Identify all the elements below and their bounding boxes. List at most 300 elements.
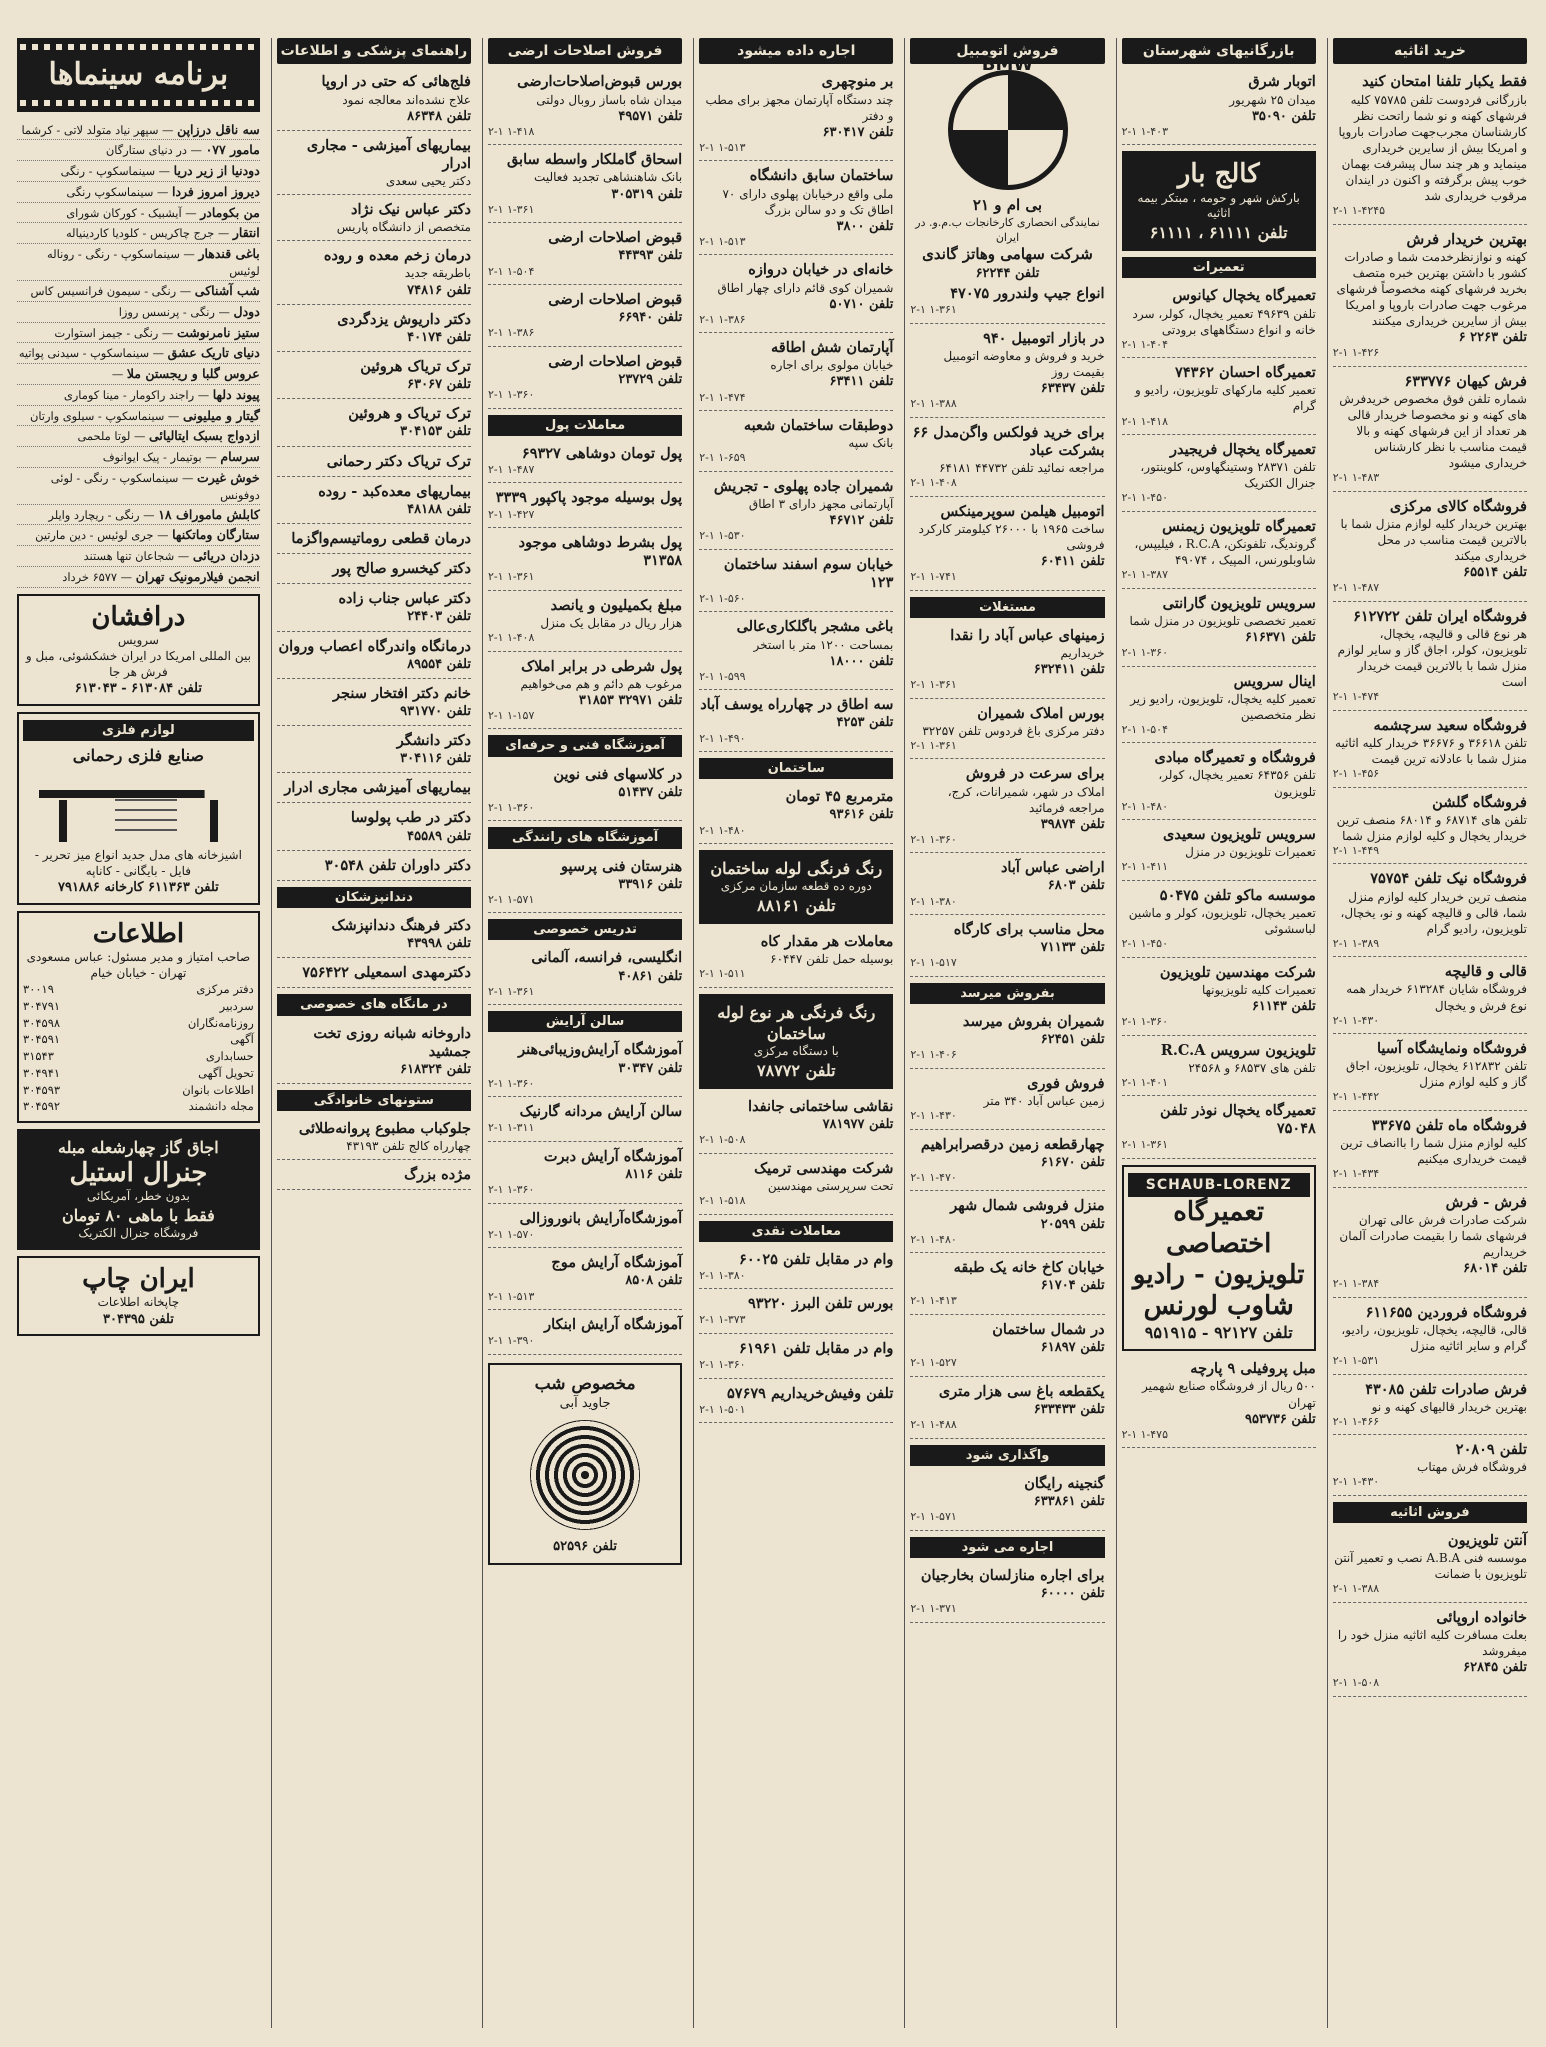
ad-list (277, 914, 471, 988)
ad-body: بمساحت ۱۲۰۰ متر با استخر (753, 637, 894, 652)
ad-code: ۲-۱ ۱-۴۷۰ (910, 1170, 957, 1184)
ad-title: فرش صادرات تلفن ۴۳۰۸۵ (1365, 1380, 1527, 1398)
ad-code: ۲-۱ ۱-۳۷۱ (910, 1601, 957, 1615)
cinema-entry: انتقار — جرج چاکریس - کلودیا کاردینیاله (17, 223, 260, 244)
classified-ad (910, 500, 1104, 591)
ad-title: فقط یکبار تلفنا امتحان کنید (1362, 73, 1527, 91)
section-header: فروش اثاثیه (1333, 1502, 1527, 1523)
ad-title: بی ام و ۲۱ (972, 196, 1043, 215)
ad-title: باغی مشجر باگلکاری‌عالی (736, 618, 894, 636)
classified-ad (488, 350, 682, 409)
ad-list (910, 624, 1104, 977)
ad-title: شمیران جاده پهلوی - تجریش (713, 477, 894, 495)
ad-title: نقاشی ساختمانی جانفدا (748, 1098, 894, 1116)
ad-title: رنگ فرنگی لوله ساختمان (710, 859, 883, 879)
ad-phone: تلفن ۴۶۷۱۲ (829, 513, 894, 529)
cinema-info: در دنیای ستارگان (105, 143, 187, 158)
ad-code: ۲-۱ ۱-۴۰۸ (910, 476, 957, 490)
ad-code: ۲-۱ ۱-۵۷۱ (487, 892, 535, 906)
cinema-info: آیشبیک - کورکان شورای (66, 205, 182, 220)
classified-ad (277, 729, 471, 773)
ad-body: تلفن ۶۱۲۸۳۲ یخچال، تلویزیون، اجاق گاز و کلیه لوازم منزل (1346, 1059, 1527, 1090)
owner-line: صاحب امتیاز و مدیر مسئول: عباس مسعودی (26, 949, 251, 964)
ad-code: ۲-۱ ۱-۵۳۰ (699, 529, 746, 543)
ad-title: بهترین خریدار فرش (1406, 230, 1527, 248)
ad-phone: تلفن ۶۵۵۱۴ (1463, 565, 1527, 581)
ad-phone: تلفن ۲۴۴۰۳ (407, 609, 471, 625)
classified-ad (1333, 1606, 1527, 1697)
ad-title: فروشگاه ایران تلفن ۶۱۲۷۲۲ (1353, 607, 1527, 625)
ad-phone: تلفن ۳۹۸۷۴ (1040, 816, 1105, 832)
ad-title: خیابان سوم اسفند ساختمان ۱۲۳ (723, 555, 894, 591)
cinema-entry: دیروز امروز فردا — سینماسکوپ رنگی (17, 182, 260, 203)
ad-code: ۲-۱ ۱-۴۷۴ (1332, 690, 1380, 704)
ad-title: وام در مقابل تلفن ۶۰۰۲۵ (739, 1250, 894, 1268)
cinema-title: کابلش ماموراف ۱۸ (158, 506, 260, 522)
classified-ad (277, 682, 471, 726)
ad-body: هر نوع قالی و قالیچه، یخچال، تلویزیون، کولر، اجاق گاز و سایر لوازم منزل شما با بالاترین قیمت خریدار است (1337, 627, 1527, 690)
contact-label: تحویل آگهی (198, 1065, 254, 1080)
contact-row (23, 1098, 254, 1115)
ad-list (699, 785, 893, 844)
cinema-entry: دزدان دریائی — شجاعان تنها هستند (17, 546, 260, 567)
classified-ad (699, 693, 893, 752)
classified-ad (488, 1313, 682, 1355)
ad-phone: تلفن ۷۸۷۷۲ (757, 1060, 836, 1080)
ad-title: دکتر کیخسرو صالح پور (332, 560, 471, 578)
cinema-list (17, 120, 260, 588)
ad-title: قبوض اصلاحات ارضی (548, 291, 683, 309)
ad-brand-fa: شاوب لورنس (1143, 1291, 1294, 1322)
contact-label: اطلاعات بانوان (182, 1082, 254, 1097)
section-header: بازرگانیهای شهرستان (1122, 38, 1316, 64)
ad-title: معاملات هر مقدار کاه (760, 933, 894, 951)
ad-body: بهترین خریدار قالیهای کهنه و نو (1371, 1399, 1527, 1414)
ad-list (699, 930, 893, 988)
section-header: دندانپزشکان (277, 887, 471, 908)
cinema-info: سینماسکوپ رنگی (66, 184, 154, 199)
ad-phone: تلفن ۶۱۷۰۴ (1040, 1278, 1105, 1294)
cinema-info: رنگی - ریچارد وایلر (48, 507, 140, 522)
ad-body: اشیزخانه های مدل جدید انواع میز تحریر - فایل - بایگانی - کاناپه (34, 847, 242, 878)
cinema-title: عروس گلبا و ریجستن ملا (126, 366, 260, 382)
classified-ad (699, 1095, 893, 1154)
ad-title: مبلغ بکمیلیون و یانصد (550, 596, 683, 614)
ad-phone: تلفن ۳۵۰۹۰ (1251, 108, 1316, 124)
classified-ad (1122, 438, 1316, 512)
classified-ad (910, 1380, 1104, 1439)
contact-label: حسابداری (205, 1049, 254, 1064)
ad-phone: تلفن ۶۳۴۱۱ (829, 374, 894, 390)
classified-ad (488, 594, 682, 652)
classified-ad (699, 1337, 893, 1379)
cinema-info: لوتا ملحمی (77, 429, 131, 444)
ad-title: فروشگاه فروردین ۶۱۱۶۵۵ (1365, 1303, 1527, 1321)
masthead-box (17, 911, 260, 1123)
contact-phone: ۳۰۰۱۹ (23, 982, 54, 997)
ad-title: بورس قبوض‌اصلاحات‌ارضی (517, 73, 683, 91)
column-medical (271, 38, 476, 2028)
ad-title: قبوض اصلاحات ارضی (548, 229, 683, 247)
cinema-info: سینماسکوپ - سیدنی پواتیه (18, 346, 149, 361)
ad-body: تعمیر کلیه یخچال، تلویزیون، رادیو زیر نظر متخصصین (1130, 691, 1316, 722)
ad-title: ایران چاپ (82, 1263, 195, 1294)
ad-phone: تلفن ۶۳۳۴۳۳ (1033, 1401, 1105, 1417)
ad-phone: تلفن ۷۱۱۳۳ (1040, 940, 1105, 956)
ad-phone: تلفن ۸۹۵۵۴ (407, 656, 471, 672)
ad-code: ۲-۱ ۱-۴۸۷ (487, 462, 535, 476)
classified-ad (1122, 284, 1316, 358)
ad-code: ۲-۱ ۱-۵۶۰ (699, 591, 746, 605)
classified-ad (1333, 1114, 1527, 1188)
ad-title: پول بشرط دوشاهی موجود ۳۱۳۵۸ (518, 534, 683, 570)
ad-phone: تلفن ۶۳۴۳۷ (1040, 381, 1105, 397)
ad-title: برای خرید فولکس واگن‌مدل ۶۶ بشرکت عباد (912, 423, 1105, 459)
column-cars-realestate (904, 38, 1109, 2028)
ad-code: ۲-۱ ۱-۵۰۸ (699, 1133, 746, 1147)
cinema-entry: دودل — رنگی - پرنسس روزا (17, 302, 260, 323)
classified-ad (277, 914, 471, 958)
ad-title: شمیران بفروش میرسد (962, 1013, 1105, 1031)
ad-list (488, 946, 682, 1005)
contact-row (23, 1048, 254, 1065)
ad-title: مخصوص شب (534, 1373, 636, 1394)
ad-code: ۲-۱ ۱-۵۰۱ (699, 1402, 746, 1416)
ad-code: ۲-۱ ۱-۷۴۱ (910, 570, 957, 584)
bmw-badge: BMW (981, 54, 1034, 76)
ad-code: ۲-۱ ۱-۴۱۸ (487, 124, 535, 138)
cinema-title: سه ناقل درزاپن (177, 121, 260, 137)
ad-title: دکتر عباس جناب زاده (338, 590, 471, 608)
ad-body: علاج نشده‌اند معالجه نمود (342, 92, 471, 107)
ad-title: درمان قطعی روماتیسم‌واگزما (291, 529, 471, 547)
ad-body: موسسه فنی A.B.A نصب و تعمیر آنتن تلویزیون با ضمانت (1334, 1551, 1527, 1582)
ad-phone: تلفن ۳۰۴۱۵۳ (400, 424, 471, 440)
ad-list (699, 1095, 893, 1215)
ad-code: ۲-۱ ۱-۴۴۲ (1332, 1090, 1380, 1104)
column-cinema (12, 38, 265, 2028)
classified-ad (910, 1194, 1104, 1253)
ad-code: ۲-۱ ۱-۵۱۷ (910, 956, 957, 970)
ettelaat-logo: اطلاعات (92, 918, 185, 949)
cinema-info: سینماسکوپ - رنگی (60, 164, 156, 179)
ad-phone: تلفن ۶۱۶۷۰ (1040, 1154, 1105, 1170)
ad-body: تعمیرات تلویزیون در منزل (1185, 845, 1316, 860)
ad-body: تلفن ۴۹۶۳۹ تعمیر یخچال، کولر، سرد خانه و انواع دستگاههای برودتی (1132, 306, 1316, 337)
classified-ad (1333, 495, 1527, 602)
film-strip-icon (20, 100, 257, 106)
paint-ad (699, 994, 893, 1089)
classified-ad (910, 421, 1104, 497)
ad-list (277, 70, 471, 880)
ad-list (1333, 1529, 1527, 1697)
ad-phone: تلفن ۷۸۱۹۷۷ (822, 1117, 894, 1133)
brand-logo: SCHAUB-LORENZ (1128, 1173, 1310, 1197)
section-header: راهنمای پزشکی و اطلاعات (277, 38, 471, 64)
ad-body: کلیه لوازم منزل شما را باانصاف ترین قیمت خریداری میکنیم (1340, 1136, 1527, 1167)
ad-body: میدان شاه باساز روبال دولتی (536, 92, 683, 107)
ad-body: باطریقه جدید (404, 266, 471, 281)
ad-title: شرکت مهندسی ترمیک (754, 1159, 894, 1177)
ad-body: با دستگاه مرکزی (753, 1044, 839, 1059)
ad-code: ۲-۱ ۱-۳۶۰ (1121, 1014, 1168, 1028)
classified-ad (277, 1022, 471, 1084)
ad-body: خیابان مولوی برای اجاره (770, 358, 894, 373)
ad-phone: تلفن ۴۰۱۷۴ (407, 329, 471, 345)
contact-phone: ۳۰۴۵۹۱ (23, 1032, 61, 1047)
ad-body: بازرگانی فردوست تلفن ۷۵۷۸۵ کلیه فرشهای کهنه و نو شما راتحت نظر کارشناسان مجرب‌جهت صادرات باروپا و امریکا بیش از سایرین خریداری مینماید و هر چند سال پیشرفت بهمان خوب پیش برگرفته و اکنون در ایندان مرقوب خریداری شد (1338, 92, 1527, 204)
ad-body: بین المللی امریکا در ایران خشکشوئی، مبل و فرش هر جا (25, 648, 251, 679)
classified-ad (1333, 228, 1527, 367)
cinema-info: رنگی - جیمز استوارت (54, 325, 159, 340)
ad-code: ۲-۱ ۱-۳۸۸ (910, 397, 957, 411)
contact-phone: ۳۰۴۵۹۲ (23, 1099, 61, 1114)
ad-code: ۲-۱ ۱-۴۵۰ (1121, 937, 1168, 951)
section-header: واگذاری شود (910, 1445, 1104, 1466)
classified-ad (277, 557, 471, 584)
ad-phone: تلفن ۳۰۵۳۱۹ (611, 186, 683, 202)
ad-phone: تلفن ۹۳۱۷۷۰ (400, 703, 471, 719)
ad-code: ۲-۱ ۱-۳۶۰ (487, 1076, 535, 1090)
classified-ad (699, 164, 893, 255)
cinema-entry: عروس گلبا و ریجستن ملا — (17, 364, 260, 385)
ad-title: دوطبقات ساختمان شعبه (743, 417, 894, 435)
ad-title: آموزشگاه‌آرایش بانوروزالی (519, 1209, 683, 1227)
classified-ad (1333, 1301, 1527, 1375)
ad-phone: تلفن ۳۰۴۱۱۶ (400, 751, 471, 767)
cinema-info: بوتیمار - پیک ایوانوف (102, 450, 202, 465)
cinema-title: دزدان دریائی (192, 548, 260, 564)
classified-ad (910, 1564, 1104, 1623)
ad-title: دکتر دانشگر (396, 732, 471, 750)
ad-phone: تلفن ۹۳۶۱۶ (829, 807, 894, 823)
cinema-entry: سرسام — بوتیمار - پیک ایوانوف (17, 447, 260, 468)
classified-ad (277, 450, 471, 477)
cinema-entry: شب آشناکی — رنگی - سیمون فرانسیس کاس (17, 281, 260, 302)
column-land-money (482, 38, 687, 2028)
ad-title: بیماریهای معده‌کبد - روده (318, 482, 471, 500)
classified-ad (277, 70, 471, 130)
ad-phone: تلفن ۸۵۰۸ (625, 1273, 683, 1289)
ad-list (488, 1038, 682, 1354)
ad-title: قبوض اصلاحات ارضی (548, 352, 683, 370)
classified-ad (1122, 823, 1316, 881)
ad-code: ۲-۱ ۱-۴۰۶ (910, 1048, 957, 1062)
ad-code: ۲-۱ ۱-۴۸۰ (910, 1232, 957, 1246)
classified-ad (910, 1318, 1104, 1377)
classified-ad (488, 288, 682, 347)
ad-code: ۲-۱ ۱-۳۶۰ (487, 1183, 535, 1197)
contact-list (23, 981, 254, 1114)
cinema-title: شب آشناکی (194, 283, 260, 299)
classified-ad (1333, 1191, 1527, 1298)
ad-phone: تلفن ۳۰۴۳۹۵ (102, 1311, 174, 1327)
ad-code: ۲-۱ ۱-۵۷۱ (910, 1510, 957, 1524)
special-ad (488, 1363, 682, 1566)
ad-code: ۲-۱ ۱-۴۳۰ (1332, 1013, 1380, 1027)
ad-body: جاوید آبی (559, 1396, 611, 1412)
ad-title: آنتن تلویزیون (1447, 1532, 1527, 1550)
ad-title: خیابان کاخ خانه یک طبقه (953, 1259, 1105, 1277)
classified-ad (699, 785, 893, 844)
cinema-title: دودل (233, 303, 260, 319)
contact-row (23, 1082, 254, 1099)
ad-title: گنجینه رایگان (1024, 1474, 1105, 1492)
contact-phone: ۳۰۴۹۴۱ (23, 1065, 61, 1080)
ad-code: ۲-۱ ۱-۶۵۹ (699, 451, 746, 465)
ad-code: ۲-۱ ۱-۵۱۱ (699, 967, 746, 981)
ad-code: ۲-۱ ۱-۴۸۸ (910, 1418, 957, 1432)
ad-title: فروشگاه کالای مرکزی (1389, 497, 1527, 515)
ad-code: ۲-۱ ۱-۳۶۰ (910, 832, 957, 846)
cinema-title: خوش غیرت (197, 469, 260, 485)
column-services (1116, 38, 1321, 2028)
classified-ad (1122, 670, 1316, 744)
ad-code: ۲-۱ ۱-۴۱۱ (1121, 860, 1168, 874)
cinema-title: سرسام (220, 449, 260, 465)
ad-code: ۲-۱ ۱-۳۷۳ (699, 1313, 746, 1327)
ad-phone: تلفن ۶۰۴۱۱ (1040, 553, 1105, 569)
ad-code: ۲-۱ ۱-۴۵۰ (1121, 491, 1168, 505)
ad-title: هنرستان فنی پرسپو (561, 857, 683, 875)
ad-phone: تلفن ۴۴۳۹۳ (618, 248, 683, 264)
ad-code: ۲-۱ ۱-۴۳۰ (910, 1109, 957, 1123)
ad-list (910, 1472, 1104, 1531)
classified-ad (277, 961, 471, 988)
ad-code: ۲-۱ ۱-۴۰۳ (1121, 124, 1168, 138)
ad-code: ۲-۱ ۱-۳۹۰ (487, 1334, 535, 1348)
classified-ad (1333, 70, 1527, 224)
ad-code: ۲-۱ ۱-۳۶۰ (1121, 646, 1168, 659)
ad-title: درمانگاه واندرگاه اعصاب وروان (278, 637, 471, 655)
bmw-ad (910, 196, 1104, 282)
ad-title: داروخانه شبانه روزی تخت جمشید (313, 1024, 471, 1060)
ad-title: جلوکباب مطبوع پروانه‌طلائی (298, 1120, 471, 1138)
cinema-info: راجند راکومار - مینا کوماری (63, 387, 195, 402)
cinema-title: ازدواج بسبک ایتالیائی (149, 428, 260, 444)
ad-list (699, 1248, 893, 1424)
ad-title: فروشگاه ماه تلفن ۳۳۶۷۵ (1371, 1116, 1527, 1134)
ad-title: ترک تریاک دکتر رحمانی (326, 452, 471, 470)
ad-code: ۲-۱ ۱-۳۶۱ (910, 678, 957, 692)
cinema-entry: ستیز نامرنوشت — رنگی - جیمز استوارت (17, 323, 260, 344)
ad-name: صنایع فلزی رحمانی (72, 745, 205, 765)
ad-body: خریداریم (1060, 645, 1105, 660)
ad-title: فروشگاه سعید سرچشمه (1373, 716, 1527, 734)
ad-code: ۲-۱ ۱-۴۰۸ (487, 631, 535, 645)
ad-phone: تلفن ۸۱۱۶ (625, 1166, 683, 1182)
ad-body: بارکش شهر و حومه ، مبتکر بیمه اثاثیه (1137, 190, 1300, 221)
ad-title: یکقطعه باغ سی هزار متری (938, 1382, 1105, 1400)
classified-ad (1333, 1529, 1527, 1603)
classified-ad (277, 806, 471, 850)
ad-title: پول شرطی در برابر املاک (521, 657, 683, 675)
ad-title: فروشگاه گلشن (1432, 793, 1527, 811)
ad-title: بورس املاک شمیران (977, 704, 1105, 722)
ad-title: تعمیرگاه اختصاصی (1166, 1197, 1272, 1259)
ad-body: مراجعه نمائید تلفن ۴۴۷۳۲ ۶۴۱۸۱ (939, 461, 1105, 476)
classified-ad (277, 480, 471, 524)
cinema-info: جری لوئیس - دین مارتین (35, 528, 154, 543)
ad-title: شرکت مهندسین تلویزیون (1159, 963, 1316, 981)
ad-code: ۲-۱ ۱-۵۰۴ (487, 264, 535, 278)
ad-body: مرغوب هم دائم و هم می‌خواهیم (520, 676, 683, 691)
ad-phone: تلفن ۶۱۱۱۱ ، ۶۱۱۱۱ (1149, 223, 1288, 243)
ad-title: ترک تریاک و هروئین (348, 405, 471, 423)
contact-row (23, 998, 254, 1015)
ad-body: ۵۰۰ ریال از فروشگاه صنایع شهمیر تهران (1142, 1379, 1316, 1410)
bmw-logo-icon (948, 54, 1068, 190)
classified-ad (1122, 592, 1316, 667)
cinema-info: رنگی - سیمون فرانسیس کاس (30, 284, 177, 299)
ad-title: موسسه ماکو تلفن ۵۰۴۷۵ (1159, 886, 1316, 904)
ad-title: منزل فروشی شمال شهر (950, 1197, 1105, 1215)
ad-code: ۲-۱ ۱-۵۰۸ (1332, 1676, 1380, 1690)
classified-ad (699, 258, 893, 333)
cinema-entry: گیتار و میلیونی — سینماسکوپ - سیلوی وارتان (17, 406, 260, 427)
ad-phone: تلفن ۱۸۰۰۰ (829, 653, 894, 669)
ad-code: ۲-۱ ۱-۴۰۴ (1121, 337, 1168, 351)
contact-label: روزنامه‌نگاران (187, 1015, 254, 1030)
cinema-info: سپهر نیاد متولد لاتی - کرشما (21, 122, 159, 137)
ad-title: پول بوسیله موجود پاکپور ۳۳۳۹ (495, 489, 683, 507)
ad-title: اجاق گاز چهارشعله مبله (58, 1137, 219, 1157)
ad-title: دکتر در طب پولوسا (350, 809, 471, 827)
cinema-title: ستیز نامرنوشت (176, 324, 260, 340)
ad-phone: تلفن ۶۲۲۴۴ (975, 266, 1040, 282)
classified-ad (488, 1100, 682, 1142)
ad-code: ۲-۱ ۱-۵۱۸ (699, 1194, 746, 1208)
ad-phone: تلفن ۶۸۰۳ (1047, 878, 1105, 894)
classified-ad (277, 308, 471, 352)
ad-phone: تلفن ۶۱۱۳۶۳ کارخانه ۷۹۱۸۸۶ (57, 880, 219, 896)
ad-title: اراضی عباس آباد (1000, 859, 1105, 877)
classified-ad (699, 1292, 893, 1334)
cinema-info: رنگی - پرنسس روزا (118, 304, 215, 319)
section-header: خرید اثاثیه (1333, 38, 1527, 64)
classified-ad (910, 1256, 1104, 1315)
ad-code: ۲-۱ ۱-۴۸۳ (1332, 471, 1380, 485)
ad-title: برای اجاره منازلسان بخارجیان (920, 1566, 1105, 1584)
classified-ad (699, 336, 893, 411)
ad-code: ۲-۱ ۱-۳۶۱ (910, 303, 957, 317)
classified-ad (488, 855, 682, 914)
ad-body: گروندیگ، تلفونکن، R.C.A ، فیلیپس، شاوبلورنس، المپیک ، ۴۹۰۷۴ (1134, 536, 1316, 568)
ad-title: بیماریهای آمیزشی - مجاری ادرار (306, 136, 471, 172)
classified-ad (277, 776, 471, 803)
darakhshan-ad (17, 594, 260, 706)
ad-list (488, 442, 682, 730)
classified-ad (488, 655, 682, 730)
ad-body: تلفن ۶۴۳۵۶ تعمیر یخچال، کولر، تلویزیون (1158, 768, 1316, 799)
classified-ad (910, 1133, 1104, 1192)
ad-title: فروشگاه و تعمیرگاه مبادی (1154, 749, 1316, 767)
cinema-banner (17, 38, 260, 112)
ad-title: بورس تلفن البرز ۹۳۲۲۰ (748, 1295, 894, 1313)
classified-ad (1333, 1438, 1527, 1496)
classified-ad (699, 615, 893, 690)
contact-phone: ۳۱۵۴۳ (23, 1049, 54, 1064)
classified-ad (488, 763, 682, 822)
ad-body: تلفن ۲۸۳۷۱ وستینگهاوس، کلوینتور، جنرال الکتریک (1140, 460, 1316, 491)
section-header: سالن آرایش (488, 1011, 682, 1032)
ad-phone: تلفن ۴۵۵۸۹ (407, 828, 471, 844)
cinema-title: مامور ۰۷۷ (205, 142, 260, 158)
ad-body: دوره ده قطعه سازمان مرکزی (720, 879, 872, 894)
ad-title: انگلیسی، فرانسه، آلمانی (531, 949, 683, 967)
classified-ad (1333, 867, 1527, 957)
ad-phone: تلفن ۶۶۹۴۰ (618, 310, 683, 326)
